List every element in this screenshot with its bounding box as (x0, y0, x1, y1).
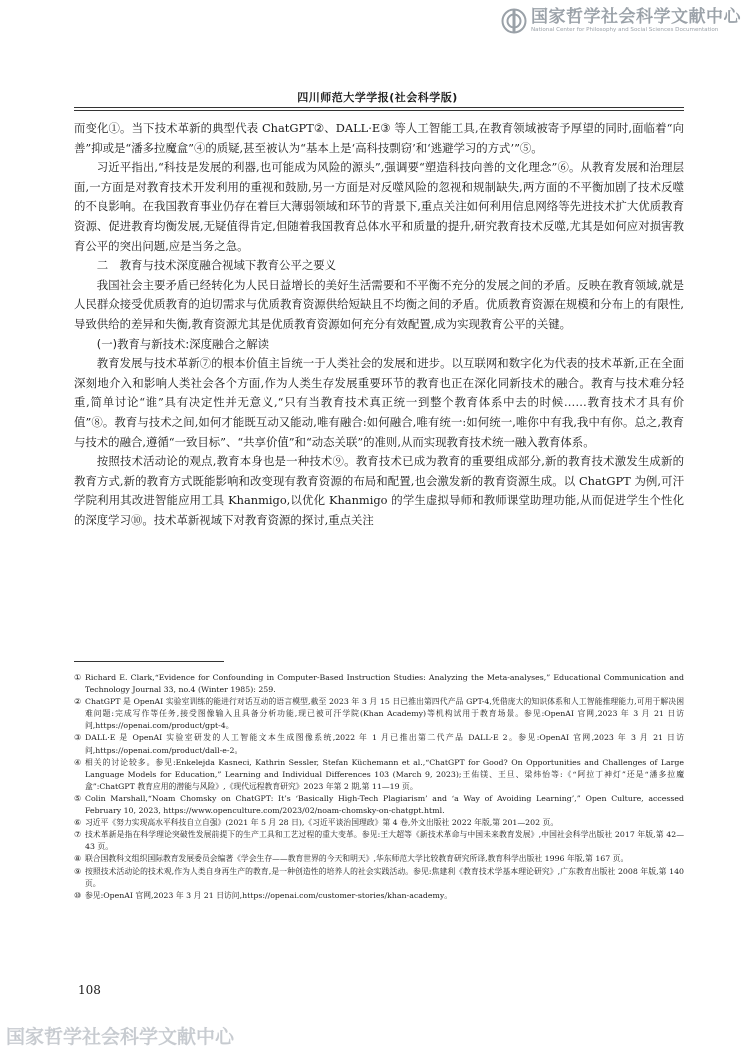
footnote-text: 按照技术活动论的技术观,作为人类自身再生产的教育,是一种创造性的培养人的社会实践活动。参见:焦建利《教育技术学基本理论研究》,广东教育出版社 2008 年版,第 140 页。 (85, 866, 684, 888)
footnote-text: ChatGPT 是 OpenAI 实验室训练的能进行对话互动的语言模型,截至 2023 年 3 月 15 日已推出第四代产品 GPT-4,凭借庞大的知识体系和人工智能推理能力,可用于解决困难问题:完成写作等任务,接受图像输入且具备分析功能,现已被可汗学院(Khan Academy)等机构试用于教育场景。参见:OpenAI 官网,2023 年 3 月 21 日访问,https://openai.com/product/gpt-4。 (85, 697, 684, 731)
watermark-cn: 国家哲学社会科学文献中心 (531, 7, 741, 27)
paragraph: 按照技术活动论的观点,教育本身也是一种技术⑨。教育技术已成为教育的重要组成部分,新的教育技术激发生成新的教育方式,新的教育方式既能影响和改变现有教育资源的布局和配置,也会激发新的教育资源生成。以 ChatGPT 为例,可汗学院利用其改进智能应用工具 Khanmigo,以优化 Khanmigo 的学生虚拟导师和教师课堂助理功能,从而促进学生个性化的深度学习⑩。技术革新视域下对教育资源的探讨,重点关注 (74, 454, 684, 527)
footnotes (74, 672, 684, 902)
footnote (74, 817, 684, 829)
footnote (74, 829, 684, 853)
footnote-text: Colin Marshall,“Noam Chomsky on ChatGPT: It’s ‘Basically High-Tech Plagiarism’ and ‘a Way of Avoiding Learning’,” Open Culture, accessed February 10, 2023, https://www.openculture.com/2023/02/noam-chomsky-on-chatgpt.html. (85, 793, 684, 816)
footnote-text: 联合国教科文组织国际教育发展委员会编著《学会生存——教育世界的今天和明天》,华东师范大学比较教育研究所译,教育科学出版社 1996 年版,第 167 页。 (85, 854, 629, 864)
paragraph: 我国社会主要矛盾已经转化为人民日益增长的美好生活需要和不平衡不充分的发展之间的矛盾。反映在教育领域,就是人民群众接受优质教育的迫切需求与优质教育资源供给短缺且不均衡之间的矛盾。优质教育资源在规模和分布上的有限性,导致供给的差异和失衡,教育资源尤其是优质教育资源如何充分有效配置,成为实现教育公平的关键。 (74, 277, 684, 331)
footnote-number: ② (74, 697, 81, 707)
footnote-number: ③ (74, 733, 81, 743)
footnote-number: ⑩ (74, 890, 81, 900)
footnote-number: ⑤ (74, 793, 81, 803)
footnote (74, 853, 684, 865)
footnote-number: ⑧ (74, 854, 81, 864)
footnote (74, 757, 684, 793)
footnote-text: Richard E. Clark,“Evidence for Confounding in Computer-Based Instruction Studies: Analyzing the Meta-analyses,” Educational Communication and Technology Journal 33, no.4 (Winter 1985): 259. (85, 673, 684, 695)
watermark (501, 8, 741, 34)
journal-title: 四川师范大学学报(社会科学版) (297, 91, 458, 104)
footnote-number: ① (74, 673, 81, 682)
section-heading: 二 教育与技术深度融合视域下教育公平之要义 (96, 258, 337, 273)
section-heading: (一)教育与新技术:深度融合之解读 (96, 336, 269, 351)
bottom-watermark-text: 国家哲学社会科学文献中心 (6, 1026, 235, 1048)
bottom-watermark (0, 1024, 755, 1048)
footnote-text: 参见:OpenAI 官网,2023 年 3 月 21 日访问,https://openai.com/customer-stories/khan-academy。 (85, 890, 453, 900)
watermark-en: National Center for Philosophy and Social Sciences Documentation (531, 27, 719, 33)
footnote-number: ④ (74, 757, 81, 767)
footnote (74, 866, 684, 890)
footnote-number: ⑥ (74, 818, 81, 828)
footnote (74, 793, 684, 817)
footnote (74, 890, 684, 902)
watermark-logo-icon (501, 8, 527, 34)
paragraph: 习近平指出,“科技是发展的利器,也可能成为风险的源头”,强调要“塑造科技向善的文化理念”⑥。从教育发展和治理层面,一方面是对教育技术开发利用的重视和鼓励,另一方面是对反噬风险的忽视和规制缺失,两方面的不平衡加剧了技术反噬的不良影响。在我国教育事业仍存在着巨大薄弱领域和环节的背景下,重点关注如何利用信息网络等先进技术扩大优质教育资源、促进教育均衡发展,无疑值得肯定,但随着我国教育总体水平和质量的提升,研究教育技术反噬,尤其是如何应对损害教育公平的突出问题,应是当务之急。 (74, 160, 684, 253)
footnote-divider (74, 661, 224, 662)
footnote-number: ⑦ (74, 830, 81, 840)
footnote-number: ⑨ (74, 866, 81, 876)
footnote-text: 技术革新是指在科学理论突破性发展前提下的生产工具和工艺过程的重大变革。参见:王大超等《新技术革命与中国未来教育发展》,中国社会科学出版社 2017 年版,第 42—43 页。 (85, 830, 684, 852)
footnote (74, 732, 684, 756)
article-body (74, 119, 684, 530)
footnote (74, 696, 684, 732)
header-rule-bottom (74, 110, 684, 111)
page-number: 108 (78, 983, 101, 997)
header-rule-top (74, 107, 684, 108)
paragraph: 而变化①。当下技术革新的典型代表 ChatGPT②、DALL·E③ 等人工智能工具,在教育领域被寄予厚望的同时,面临着“向善”抑或是“潘多拉魔盒”④的质疑,甚至被认为“基本上是‘高科技剽窃’和‘逃避学习的方式’”⑤。 (74, 121, 684, 155)
footnote-text: 相关的讨论较多。参见:Enkelejda Kasneci, Kathrin Sessler, Stefan Küchemann et al.,“ChatGPT for Good? On Opportunities and Challenges of Large Language Models for Education,” Learning and Individual Differences 103 (March 9, 2023);王佑镁、王旦、梁炜怡等:《“阿拉丁神灯”还是“潘多拉魔盒”:ChatGPT 教育应用的潜能与风险》,《现代远程教育研究》2023 年第 2 期,第 11—19 页。 (85, 757, 684, 791)
footnote (74, 672, 684, 696)
footnote-text: DALL·E 是 OpenAI 实验室研发的人工智能文本生成图像系统,2022 年 1 月已推出第二代产品 DALL·E 2。参见:OpenAI 官网,2023 年 3 月 21 日访问,https://openai.com/product/dall-e-2。 (85, 733, 684, 755)
paragraph: 教育发展与技术革新⑦的根本价值主旨统一于人类社会的发展和进步。以互联网和数字化为代表的技术革新,正在全面深刻地介入和影响人类社会各个方面,作为人类生存发展重要环节的教育也正在深化同新技术的融合。教育与技术难分轻重,简单讨论“谁”具有决定性并无意义,“只有当教育技术真正统一到整个教育体系中去的时候……教育技术才具有价值”⑧。教育与技术之间,如何才能既互动又能动,唯有融合:如何融合,唯有统一:如何统一,唯你中有我,我中有你。总之,教育与技术的融合,遵循“一致目标”、“共享价值”和“动态关联”的准则,从而实现教育技术统一融入教育体系。 (74, 356, 684, 449)
footnote-text: 习近平《努力实现高水平科技自立自强》(2021 年 5 月 28 日),《习近平谈治国理政》第 4 卷,外文出版社 2022 年版,第 201—202 页。 (85, 818, 559, 828)
